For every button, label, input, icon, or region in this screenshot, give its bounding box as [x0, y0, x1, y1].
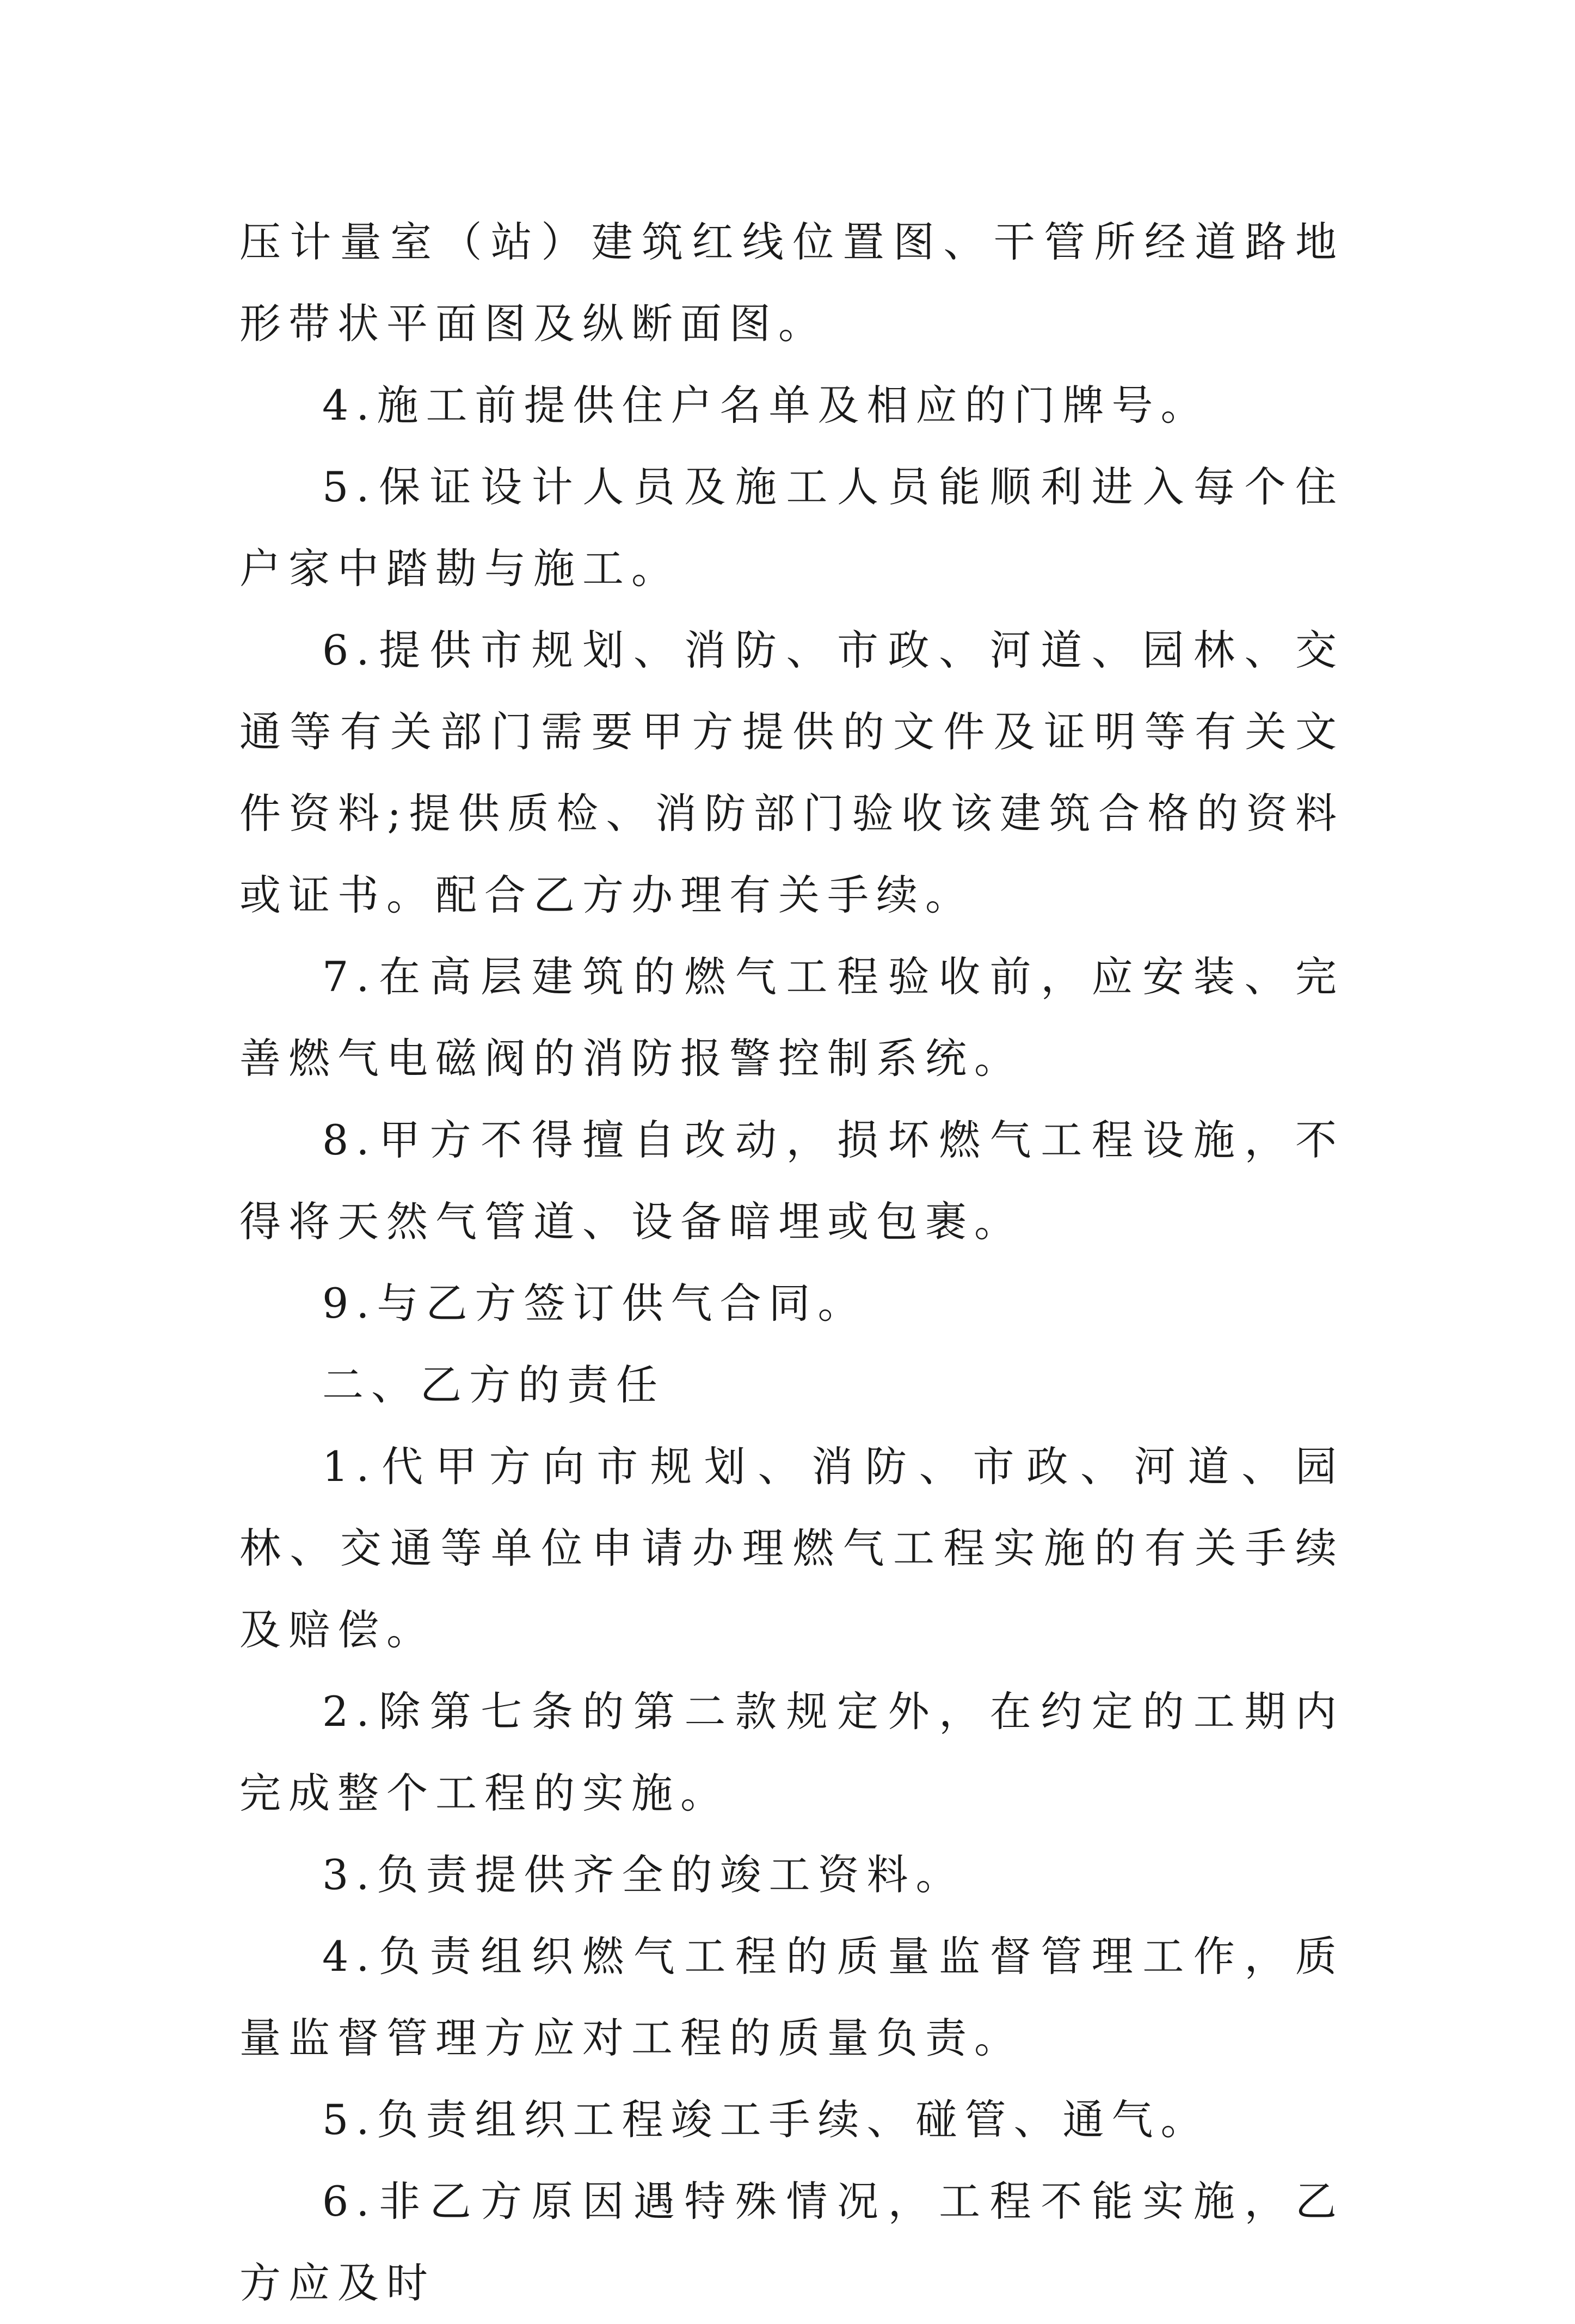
paragraph-item-b5: 5.负责组织工程竣工手续、碰管、通气。 — [322, 2095, 1210, 2144]
paragraph-item-9: 9.与乙方签订供气合同。 — [322, 1279, 867, 1327]
paragraph-item-b4: 4.负责组织燃气工程的质量监督管理工作，质量监督管理方应对工程的质量负责。 — [239, 1932, 1344, 2062]
paragraph-item-4: 4.施工前提供住户名单及相应的门牌号。 — [322, 381, 1210, 429]
paragraph-item-b1: 1.代甲方向市规划、消防、市政、河道、园林、交通等单位申请办理燃气工程实施的有关手续及赔偿。 — [239, 1442, 1344, 1654]
document-body — [239, 201, 1344, 2324]
paragraph-item-b6: 6.非乙方原因遇特殊情况，工程不能实施，乙方应及时 — [239, 2177, 1344, 2307]
paragraph-item-6: 6.提供市规划、消防、市政、河道、园林、交通等有关部门需要甲方提供的文件及证明等有关文件资料;提供质检、消防部门验收该建筑合格的资料或证书。配合乙方办理有关手续。 — [239, 626, 1344, 919]
section-heading: 二、乙方的责任 — [322, 1361, 665, 1409]
paragraph-continuation: 压计量室（站）建筑红线位置图、干管所经道路地形带状平面图及纵断面图。 — [239, 218, 1344, 348]
paragraph-item-b2: 2.除第七条的第二款规定外，在约定的工期内完成整个工程的实施。 — [239, 1687, 1344, 1817]
paragraph-item-7: 7.在高层建筑的燃气工程验收前，应安装、完善燃气电磁阀的消防报警控制系统。 — [239, 952, 1344, 1083]
paragraph-item-8: 8.甲方不得擅自改动，损坏燃气工程设施，不得将天然气管道、设备暗埋或包裹。 — [239, 1116, 1344, 1246]
paragraph-item-5: 5.保证设计人员及施工人员能顺利进入每个住户家中踏勘与施工。 — [239, 463, 1344, 593]
paragraph-item-b3: 3.负责提供齐全的竣工资料。 — [322, 1850, 965, 1899]
